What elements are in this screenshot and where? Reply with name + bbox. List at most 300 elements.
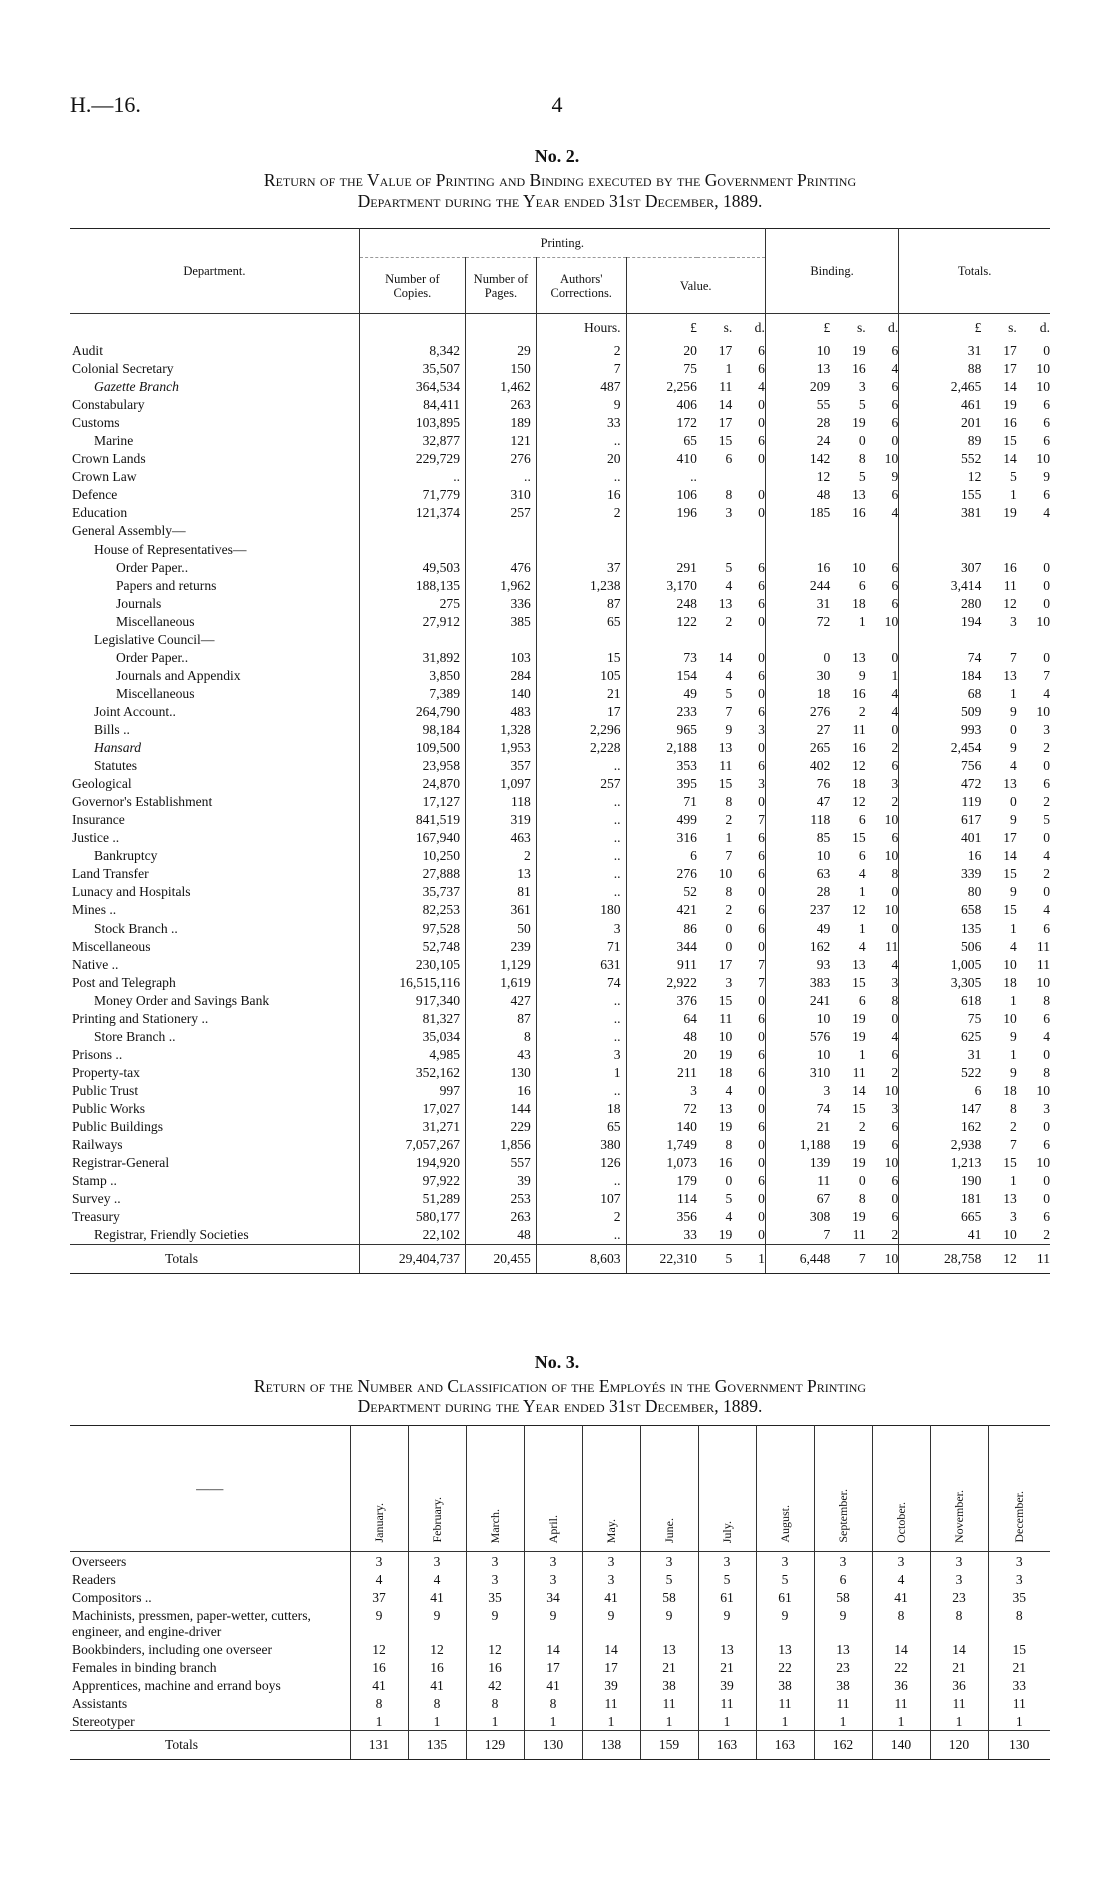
b-shillings-cell: 18: [852, 595, 866, 611]
department-name: Order Paper..: [116, 649, 189, 665]
b-shillings-cell: 15: [852, 974, 866, 990]
b-shillings-cell: 6: [858, 577, 866, 593]
pages-cell: 276: [466, 450, 537, 468]
b-shillings-cell: 5: [858, 397, 866, 413]
count-cell: 3: [814, 1552, 872, 1571]
department-name: Miscellaneous: [116, 613, 195, 629]
hours-cell: 3: [536, 1046, 626, 1064]
b-shillings-cell: 12: [852, 902, 866, 918]
department-name: Post and Telegraph: [72, 974, 176, 990]
t-shillings-cell: 13: [1003, 1191, 1017, 1207]
v-pounds-cell: 65: [626, 432, 697, 450]
b-pence-cell: 3: [891, 974, 899, 990]
count-cell: 3: [640, 1552, 698, 1571]
v-shillings-cell: 4: [725, 577, 733, 593]
table-row: [70, 1154, 1050, 1172]
hours-cell: 20: [536, 450, 626, 468]
b-pounds-cell: 10: [765, 847, 830, 865]
v-pence-cell: 0: [758, 884, 765, 900]
pages-cell: 1,953: [466, 739, 537, 757]
col-corrections: Authors' Corrections.: [536, 258, 626, 314]
count-cell: 61: [756, 1588, 814, 1606]
t-shillings-cell: 13: [1003, 776, 1017, 792]
dash-label: ——: [196, 1480, 224, 1496]
empty-cell: [830, 522, 865, 540]
count-cell: 38: [814, 1676, 872, 1694]
department-name: Prisons ..: [72, 1046, 123, 1062]
count-cell: 16: [466, 1658, 524, 1676]
t-pence-cell: 2: [1043, 1227, 1050, 1243]
empty-cell: [765, 522, 830, 540]
table-row: [70, 450, 1050, 468]
department-name: Crown Lands: [72, 451, 146, 467]
v-pence-cell: 6: [758, 361, 765, 377]
printing-table-body: [70, 314, 1050, 1274]
count-cell: 11: [582, 1694, 640, 1712]
count-cell: 41: [408, 1588, 466, 1606]
copies-cell: 35,737: [359, 883, 465, 901]
v-shillings-cell: 8: [725, 1137, 733, 1153]
b-shillings-cell: 11: [852, 1064, 866, 1080]
count-cell: 16: [408, 1658, 466, 1676]
t-pounds-cell: 31: [899, 342, 982, 360]
copies-cell: 27,888: [359, 865, 465, 883]
t-pounds-cell: 74: [899, 649, 982, 667]
table-row: [70, 974, 1050, 992]
copies-cell: 17,127: [359, 793, 465, 811]
b-pence-cell: 6: [891, 559, 899, 575]
count-cell: 15: [988, 1640, 1050, 1658]
department-name: Defence: [72, 487, 118, 503]
copies-cell: 264,790: [359, 703, 465, 721]
count-cell: 11: [698, 1694, 756, 1712]
b-pounds-cell: 1,188: [765, 1136, 830, 1154]
b-pence-cell: 6: [891, 1046, 899, 1062]
v-shillings-cell: 17: [718, 343, 733, 359]
pages-cell: 361: [466, 901, 537, 919]
count-cell: 38: [756, 1676, 814, 1694]
department-cell: [70, 974, 359, 992]
v-pence-cell: 0: [758, 397, 765, 413]
v-pence-cell: 6: [758, 1064, 765, 1080]
month-label: December.: [1011, 1491, 1026, 1543]
empty-cell: [732, 522, 765, 540]
department-name: Governor's Establishment: [72, 794, 213, 810]
t-pence-cell: 0: [1043, 559, 1050, 575]
t-pounds-cell: 184: [899, 667, 982, 685]
count-cell: 21: [640, 1658, 698, 1676]
copies-cell: 31,271: [359, 1118, 465, 1136]
table-row: [70, 1694, 1050, 1712]
table-row: [70, 757, 1050, 775]
v-pence-cell: 0: [758, 415, 765, 431]
department-name: Printing and Stationery ..: [72, 1010, 209, 1026]
t-pence-cell: 10: [1036, 451, 1050, 467]
b-pounds-cell: 402: [765, 757, 830, 775]
count-cell: 8: [408, 1694, 466, 1712]
total-count-cell: 120: [930, 1731, 988, 1760]
v-pounds-cell: 344: [626, 938, 697, 956]
empty-cell: [466, 522, 537, 540]
department-cell: [70, 721, 359, 739]
hours-cell: 18: [536, 1100, 626, 1118]
table-row: [70, 1588, 1050, 1606]
t-pence-cell: 4: [1043, 685, 1050, 701]
t-pence-cell: 0: [1043, 758, 1050, 774]
department-cell: [70, 1118, 359, 1136]
v-pence-cell: 0: [758, 1227, 765, 1243]
b-pounds-cell: 383: [765, 974, 830, 992]
empty-cell: [981, 631, 1016, 649]
category-cell: [70, 1712, 350, 1731]
table-row: [70, 829, 1050, 847]
count-cell: 1: [408, 1712, 466, 1731]
t-pence-cell: 11: [1036, 956, 1050, 972]
unit-d: d.: [1039, 320, 1050, 335]
department-name: Public Trust: [72, 1082, 139, 1098]
t-shillings-cell: 1: [1010, 487, 1017, 503]
v-pence-cell: 6: [758, 1119, 765, 1135]
t-shillings-cell: 15: [1003, 1155, 1017, 1171]
table-row: [70, 1552, 1050, 1571]
empty-cell: [981, 522, 1016, 540]
table-row: [70, 667, 1050, 685]
b-pence-cell: 0: [891, 1191, 899, 1207]
hours-cell: ..: [536, 865, 626, 883]
t-shillings-cell: 18: [1003, 1082, 1017, 1098]
count-cell: 4: [408, 1570, 466, 1588]
b-shillings-cell: 19: [852, 1137, 866, 1153]
totals-label: Totals: [165, 1251, 199, 1267]
t-shillings-cell: 9: [1010, 1064, 1017, 1080]
employees-table-body: [70, 1552, 1050, 1760]
b-shillings-cell: 12: [852, 794, 866, 810]
unit-hours: Hours.: [536, 314, 626, 343]
copies-cell: 16,515,116: [359, 974, 465, 992]
count-cell: 58: [814, 1588, 872, 1606]
hours-cell: 487: [536, 378, 626, 396]
count-cell: 9: [640, 1606, 698, 1640]
b-shillings-cell: 8: [858, 451, 866, 467]
month-header: [466, 1426, 524, 1552]
t-shillings-cell: 9: [1010, 740, 1017, 756]
v-shillings-cell: 17: [718, 956, 733, 972]
copies-cell: 188,135: [359, 577, 465, 595]
t-shillings-cell: 8: [1010, 1100, 1017, 1116]
department-cell: [70, 468, 359, 486]
t-pounds-cell: 658: [899, 901, 982, 919]
department-name: Constabulary: [72, 397, 145, 413]
b-shillings-cell: 19: [852, 1155, 866, 1171]
v-pence-cell: 0: [758, 1082, 765, 1098]
empty-cell: [732, 541, 765, 559]
v-pounds-cell: 196: [626, 504, 697, 522]
category-name: Overseers: [72, 1554, 127, 1569]
department-name: Colonial Secretary: [72, 361, 174, 377]
b-shillings-cell: 11: [852, 1227, 866, 1243]
b-pence-cell: 1: [891, 667, 899, 683]
month-header: [872, 1426, 930, 1552]
count-cell: 9: [466, 1606, 524, 1640]
b-pence-cell: 4: [891, 1028, 899, 1044]
t-pence-cell: 10: [1036, 361, 1050, 377]
v-pence-cell: 0: [758, 992, 765, 1008]
v-pounds-cell: 86: [626, 920, 697, 938]
category-name: Females in binding branch: [72, 1660, 217, 1675]
department-cell: [70, 378, 359, 396]
t-shillings-cell: 4: [1010, 758, 1017, 774]
b-pounds-cell: 12: [765, 468, 830, 486]
count-cell: 3: [698, 1552, 756, 1571]
pages-cell: 29: [466, 342, 537, 360]
empty-cell: [899, 522, 982, 540]
count-cell: 6: [814, 1570, 872, 1588]
v-shillings-cell: 15: [718, 433, 733, 449]
department-name: Public Works: [72, 1100, 146, 1116]
count-cell: 1: [582, 1712, 640, 1731]
table-row: [70, 468, 1050, 486]
count-cell: 41: [408, 1676, 466, 1694]
count-cell: 35: [988, 1588, 1050, 1606]
b-shillings-cell: 11: [852, 722, 866, 737]
pages-cell: 263: [466, 1208, 537, 1226]
v-shillings-cell: 8: [725, 884, 733, 900]
v-pounds-cell: 211: [626, 1064, 697, 1082]
pages-cell: 310: [466, 486, 537, 504]
t-pence-cell: 2: [1043, 794, 1050, 810]
table-row: [70, 847, 1050, 865]
t-pounds-cell: 16: [899, 847, 982, 865]
col-department: Department.: [183, 264, 246, 278]
v-pence-cell: 7: [758, 812, 765, 828]
t-pounds-cell: 2,938: [899, 1136, 982, 1154]
b-pounds-cell: 72: [765, 613, 830, 631]
department-name: Journals: [116, 595, 162, 611]
count-cell: 11: [814, 1694, 872, 1712]
department-name: Store Branch ..: [94, 1028, 176, 1044]
b-pence-cell: 2: [891, 1227, 899, 1243]
b-shillings-cell: 19: [852, 1010, 866, 1026]
t-pounds-cell: 625: [899, 1028, 982, 1046]
table-row: [70, 1208, 1050, 1226]
t-shillings-cell: 16: [1003, 415, 1017, 431]
copies-cell: 49,503: [359, 559, 465, 577]
pages-cell: 284: [466, 667, 537, 685]
v-pence-cell: 0: [758, 1028, 765, 1044]
hours-cell: 16: [536, 486, 626, 504]
col-copies: Number of Copies.: [359, 258, 465, 314]
department-name: Property-tax: [72, 1064, 140, 1080]
department-name: Joint Account..: [94, 703, 176, 719]
empty-cell: [830, 541, 865, 559]
month-label: June.: [661, 1518, 676, 1543]
pages-cell: 1,462: [466, 378, 537, 396]
col-totals: Totals.: [899, 229, 1050, 314]
count-cell: 8: [872, 1606, 930, 1640]
department-name: Gazette Branch: [94, 379, 179, 395]
count-cell: 8: [930, 1606, 988, 1640]
return3-title-line2: Department during the Year ended 31st December, 1889.: [357, 1396, 763, 1416]
empty-cell: [899, 541, 982, 559]
b-shillings-cell: 1: [858, 920, 866, 936]
return2-title-line2: Department during the Year ended 31st December, 1889.: [357, 191, 763, 211]
v-pence-cell: 6: [758, 703, 765, 719]
t-pence-cell: 0: [1043, 577, 1050, 593]
count-cell: 5: [756, 1570, 814, 1588]
copies-cell: 35,507: [359, 360, 465, 378]
b-pounds-cell: 18: [765, 685, 830, 703]
t-pounds-cell: 31: [899, 1046, 982, 1064]
department-cell: [70, 757, 359, 775]
v-shillings-cell: 0: [725, 1173, 733, 1189]
v-pounds-cell: 353: [626, 757, 697, 775]
hours-cell: ..: [536, 847, 626, 865]
return2-number: No. 2.: [534, 146, 580, 166]
total-count-cell: 159: [640, 1731, 698, 1760]
t-pence-cell: 0: [1043, 1173, 1050, 1189]
copies-cell: 23,958: [359, 757, 465, 775]
category-cell: [70, 1694, 350, 1712]
t-shillings-cell: 2: [1010, 1119, 1017, 1135]
total-count-cell: 130: [524, 1731, 582, 1760]
department-cell: [70, 342, 359, 360]
b-shillings-cell: 9: [858, 667, 866, 683]
b-pence-cell: 4: [891, 505, 899, 521]
pages-cell: 385: [466, 613, 537, 631]
v-pence-cell: 0: [758, 1209, 765, 1225]
hours-cell: 17: [536, 703, 626, 721]
copies-cell: 71,779: [359, 486, 465, 504]
department-name: Journals and Appendix: [116, 667, 241, 683]
b-pounds-cell: 241: [765, 992, 830, 1010]
t-pounds-cell: 506: [899, 938, 982, 956]
pages-cell: 1,328: [466, 721, 537, 739]
v-pence-cell: 0: [758, 1137, 765, 1153]
pages-cell: 48: [466, 1226, 537, 1245]
t-shillings-cell: 17: [1003, 830, 1017, 846]
b-shillings-cell: 5: [858, 469, 866, 485]
empty-cell: [359, 541, 465, 559]
copies-cell: 3,850: [359, 667, 465, 685]
b-shillings-cell: 14: [852, 1082, 866, 1098]
pages-cell: 130: [466, 1064, 537, 1082]
count-cell: 33: [988, 1676, 1050, 1694]
t-pence-cell: 7: [1043, 667, 1050, 683]
hours-cell: 257: [536, 775, 626, 793]
v-pence-cell: 0: [758, 613, 765, 629]
t-pence-cell: 5: [1043, 812, 1050, 828]
t-pounds-cell: 1,213: [899, 1154, 982, 1172]
total-t-1: 12: [981, 1245, 1016, 1274]
t-pounds-cell: 339: [899, 865, 982, 883]
department-name: Registrar, Friendly Societies: [94, 1227, 249, 1243]
department-cell: [70, 522, 359, 540]
v-pounds-cell: 114: [626, 1190, 697, 1208]
copies-cell: 32,877: [359, 432, 465, 450]
b-pounds-cell: 67: [765, 1190, 830, 1208]
pages-cell: 257: [466, 504, 537, 522]
v-pounds-cell: 140: [626, 1118, 697, 1136]
v-shillings-cell: 1: [725, 830, 733, 846]
b-shillings-cell: 19: [852, 415, 866, 431]
b-shillings-cell: 0: [858, 433, 866, 449]
hours-cell: ..: [536, 1028, 626, 1046]
month-header: [524, 1426, 582, 1552]
v-pence-cell: 7: [758, 956, 765, 972]
b-pounds-cell: 31: [765, 595, 830, 613]
b-pounds-cell: 118: [765, 811, 830, 829]
v-shillings-cell: 18: [718, 1064, 733, 1080]
department-cell: [70, 938, 359, 956]
department-name: Geological: [72, 776, 132, 792]
b-pence-cell: 6: [891, 397, 899, 413]
count-cell: 8: [988, 1606, 1050, 1640]
b-pence-cell: 0: [891, 649, 899, 665]
month-header: [582, 1426, 640, 1552]
v-pounds-cell: 3,170: [626, 577, 697, 595]
b-pence-cell: 10: [884, 1082, 899, 1098]
t-shillings-cell: 16: [1003, 559, 1017, 575]
v-shillings-cell: 19: [718, 1227, 733, 1243]
t-pence-cell: 10: [1036, 1155, 1050, 1171]
t-shillings-cell: 3: [1010, 613, 1017, 629]
pages-cell: 336: [466, 595, 537, 613]
v-pounds-cell: 376: [626, 992, 697, 1010]
count-cell: 17: [524, 1658, 582, 1676]
v-shillings-cell: 19: [718, 1046, 733, 1062]
v-shillings-cell: 14: [718, 649, 733, 665]
pages-cell: 1,619: [466, 974, 537, 992]
month-header: [930, 1426, 988, 1552]
t-pence-cell: 3: [1043, 722, 1050, 737]
v-pounds-cell: 3: [626, 1082, 697, 1100]
count-cell: 3: [582, 1552, 640, 1571]
unit-l: £: [626, 314, 697, 343]
t-pounds-cell: 993: [899, 721, 982, 739]
hours-cell: 7: [536, 360, 626, 378]
b-pence-cell: 10: [884, 1155, 899, 1171]
t-pounds-cell: 68: [899, 685, 982, 703]
b-pence-cell: 6: [891, 1209, 899, 1225]
b-pence-cell: 6: [891, 1119, 899, 1135]
table-row: [70, 956, 1050, 974]
hours-cell: 1: [536, 1064, 626, 1082]
hours-cell: 631: [536, 956, 626, 974]
count-cell: 9: [756, 1606, 814, 1640]
count-cell: 3: [988, 1552, 1050, 1571]
t-pence-cell: 4: [1043, 1028, 1050, 1044]
b-pence-cell: 9: [891, 469, 899, 485]
pages-cell: 150: [466, 360, 537, 378]
count-cell: 3: [582, 1570, 640, 1588]
count-cell: 41: [524, 1676, 582, 1694]
t-pence-cell: 0: [1043, 343, 1050, 359]
table-row: [70, 1136, 1050, 1154]
t-shillings-cell: 9: [1010, 812, 1017, 828]
t-shillings-cell: 1: [1010, 685, 1017, 701]
count-cell: 16: [350, 1658, 408, 1676]
pages-cell: 140: [466, 685, 537, 703]
copies-cell: 97,528: [359, 920, 465, 938]
month-label: April.: [545, 1514, 560, 1543]
department-cell: [70, 992, 359, 1010]
b-pounds-cell: 209: [765, 378, 830, 396]
total-v-0: 22,310: [626, 1245, 697, 1274]
v-pounds-cell: 2,256: [626, 378, 697, 396]
department-name: Miscellaneous: [72, 938, 151, 954]
pages-cell: 13: [466, 865, 537, 883]
category-cell: [70, 1640, 350, 1658]
